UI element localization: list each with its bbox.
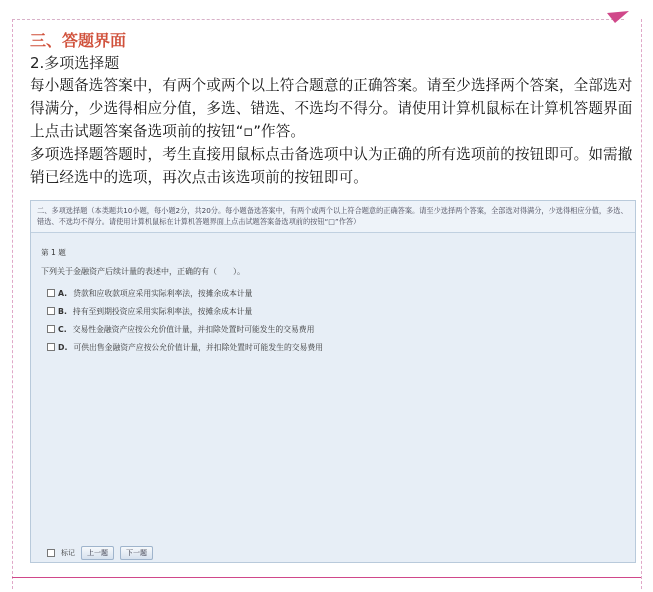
article-content: [30, 30, 635, 189]
subtitle: 2.多项选择题: [30, 54, 120, 72]
option-letter: B.: [58, 306, 67, 316]
checkbox-c[interactable]: [47, 325, 55, 333]
instruction-paragraph: 每小题备选答案中，有两个或两个以上符合题意的正确答案。请至少选择两个答案，全部选对得满分，少选得相应分值，多选、错选、不选均不得分。请使用计算机鼠标在计算机答题界面上点击试题答案备选项前的按钮“▫”作答。: [30, 77, 633, 140]
checkbox-d[interactable]: [47, 343, 55, 351]
option-text: 持有至到期投资应采用实际利率法，按摊余成本计量: [72, 306, 253, 316]
option-letter: A.: [58, 288, 68, 298]
option-text: 贷款和应收款项应采用实际利率法，按摊余成本计量: [73, 288, 253, 298]
mark-label: 标记: [61, 549, 75, 557]
left-dashed-rule: [12, 19, 13, 589]
next-question-button[interactable]: 下一题: [120, 546, 153, 560]
exam-interface-screenshot: [30, 200, 636, 563]
section-title: 三、答题界面: [30, 31, 127, 50]
option-a[interactable]: [47, 284, 625, 302]
option-letter: C.: [58, 324, 67, 334]
option-d[interactable]: [47, 338, 625, 356]
option-c[interactable]: [47, 320, 625, 338]
question-stem: 下列关于金融资产后续计量的表述中，正确的有（ ）。: [41, 267, 245, 276]
question-number: 第 1 题: [41, 248, 66, 257]
question-footer: [47, 546, 153, 560]
option-letter: D.: [58, 342, 68, 352]
right-dashed-rule: [641, 19, 642, 589]
checkbox-a[interactable]: [47, 289, 55, 297]
mark-checkbox[interactable]: [47, 549, 55, 557]
option-text: 交易性金融资产应按公允价值计量，并扣除处置时可能发生的交易费用: [72, 324, 315, 334]
question-body: [31, 233, 635, 364]
answer-paragraph: 多项选择题答题时，考生直接用鼠标点击备选项中认为正确的所有选项前的按钮即可。如需撤销已经选中的选项，再次点击该选项前的按钮即可。: [30, 146, 633, 186]
option-text: 可供出售金融资产应按公允价值计量，并扣除处置时可能发生的交易费用: [73, 342, 323, 352]
checkbox-b[interactable]: [47, 307, 55, 315]
top-dashed-rule: [12, 19, 624, 20]
corner-flag-icon: [607, 11, 629, 23]
option-b[interactable]: [47, 302, 625, 320]
bottom-rule: [12, 577, 641, 578]
question-section-header: 二、多项选择题（本类题共10小题，每小题2分，共20分。每小题备选答案中，有两个或两个以上符合题意的正确答案。请至少选择两个答案，全部选对得满分，少选得相应分值，多选、错选、不选均不得分。请使用计算机鼠标在计算机答题界面上点击试题答案备选项前的按钮“□”作答）: [31, 201, 635, 233]
prev-question-button[interactable]: 上一题: [81, 546, 114, 560]
